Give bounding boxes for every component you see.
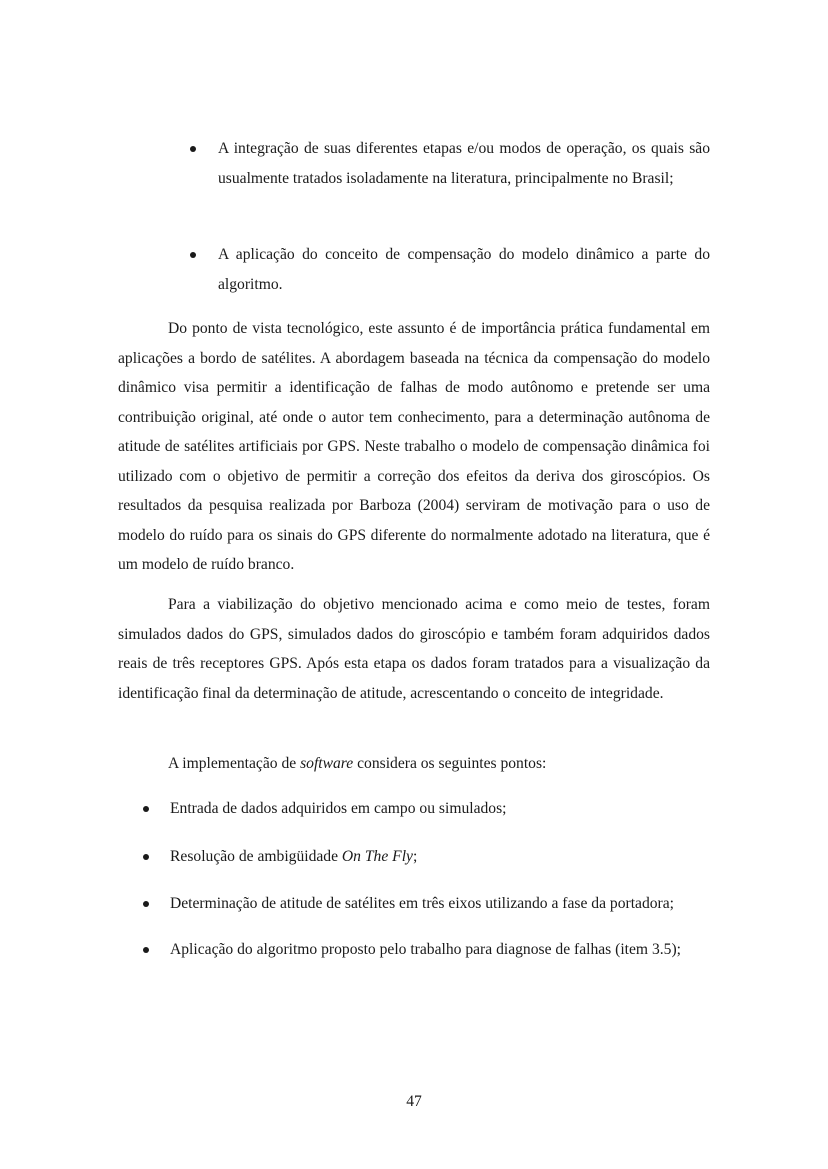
- bullet-text: Entrada de dados adquiridos em campo ou simulados;: [170, 800, 507, 817]
- paragraph-text: Para a viabilização do objetivo mencionado acima e como meio de testes, foram simulados dados do GPS, simulados dados do giroscópio e também foram adquiridos dados reais de três receptores GPS. Após esta etapa os dados foram tratados para a visualização da identificação final da determinação de atitude, acrescentando o conceito de integridade.: [118, 596, 710, 702]
- bullet-icon: [143, 806, 149, 812]
- intro-text-part: considera os seguintes pontos:: [353, 755, 547, 772]
- bullet-text: [170, 842, 710, 872]
- bullet-item: [143, 889, 710, 919]
- bullet-text: Determinação de atitude de satélites em três eixos utilizando a fase da portadora;: [170, 895, 674, 912]
- bullet-text-part: ;: [412, 848, 418, 865]
- bullet-item: [143, 842, 710, 872]
- bullet-italic-term: On The Fly: [341, 848, 413, 865]
- software-intro: [168, 749, 710, 779]
- bullet-item: [143, 794, 710, 824]
- bullet-item: [143, 935, 710, 965]
- page-number: 47: [406, 1093, 422, 1110]
- intro-text: [168, 749, 710, 779]
- bullet-text: Aplicação do algoritmo proposto pelo trabalho para diagnose de falhas (item 3.5);: [170, 941, 681, 958]
- bullet-icon: [143, 854, 149, 860]
- body-paragraph: [118, 590, 710, 708]
- bullet-icon: [190, 146, 196, 152]
- intro-italic-term: software: [300, 755, 354, 772]
- bullet-text: A integração de suas diferentes etapas e/ou modos de operação, os quais são usualmente tratados isoladamente na literatura, principalmente no Brasil;: [218, 140, 710, 187]
- bullet-icon: [190, 252, 196, 258]
- bullet-text-part: Resolução de ambigüidade: [170, 848, 342, 865]
- bullet-icon: [143, 901, 149, 907]
- bullet-icon: [143, 947, 149, 953]
- paragraph-text: Do ponto de vista tecnológico, este assunto é de importância prática fundamental em aplicações a bordo de satélites. A abordagem baseada na técnica da compensação do modelo dinâmico visa permitir a identificação de falhas de modo autônomo e pretende ser uma contribuição original, até onde o autor tem conhecimento, para a determinação autônoma de atitude de satélites artificiais por GPS. Neste trabalho o modelo de compensação dinâmica foi utilizado com o objetivo de permitir a correção dos efeitos da deriva dos giroscópios. Os resultados da pesquisa realizada por Barboza (2004) serviram de motivação para o uso de modelo do ruído para os sinais do GPS diferente do normalmente adotado na literatura, que é um modelo de ruído branco.: [118, 320, 710, 573]
- intro-text-part: A implementação de: [168, 755, 301, 772]
- body-paragraph: [118, 314, 710, 580]
- bullet-item: [190, 134, 710, 193]
- bullet-item: [190, 240, 710, 299]
- bullet-text: A aplicação do conceito de compensação do modelo dinâmico a parte do algoritmo.: [218, 246, 710, 293]
